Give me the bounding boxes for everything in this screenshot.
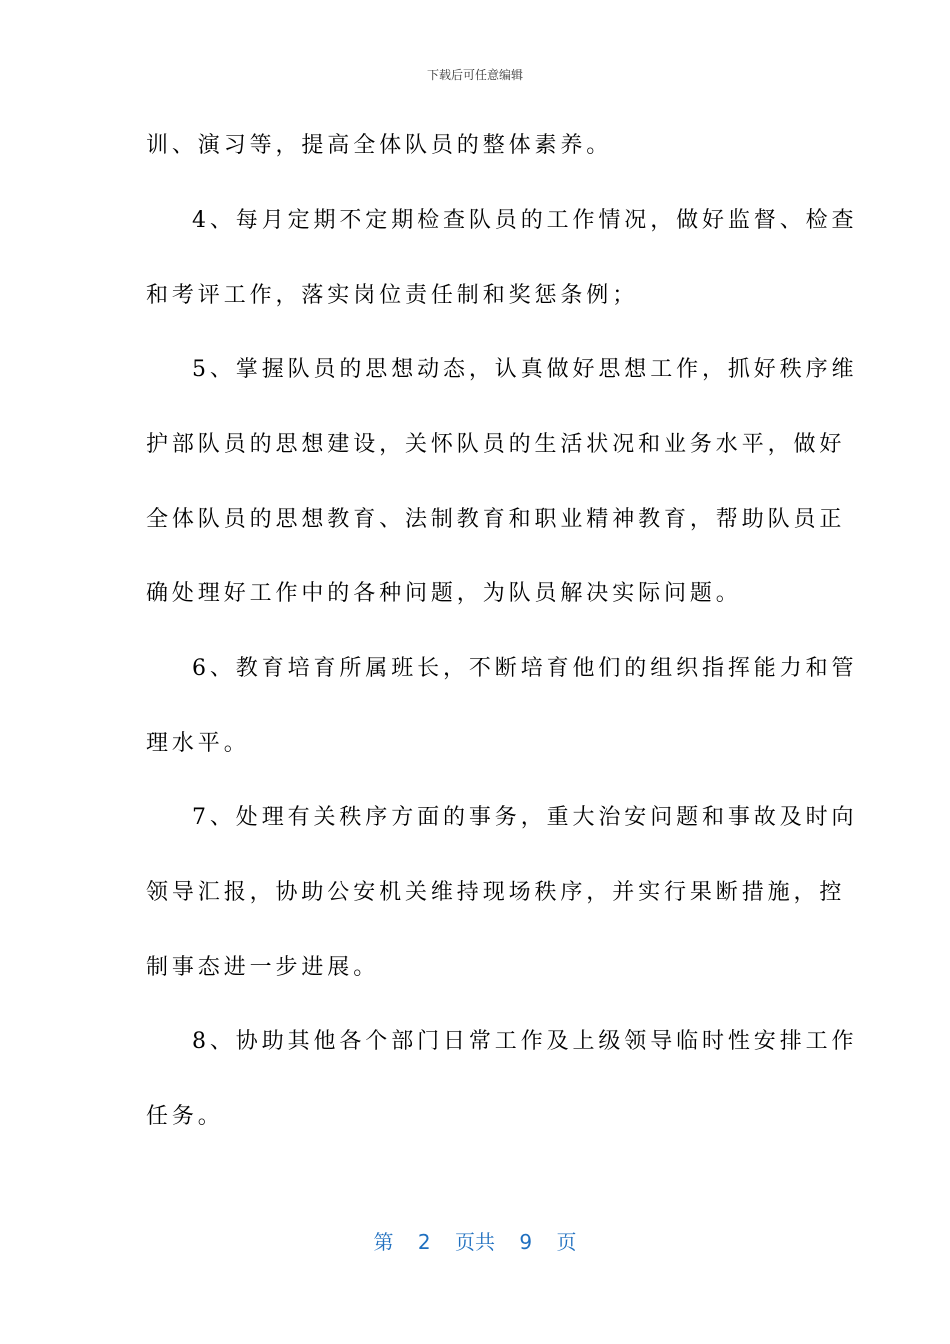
page-label-prefix: 第 — [373, 1230, 394, 1254]
body-line: 4、每月定期不定期检查队员的工作情况，做好监督、检查 — [192, 208, 858, 233]
body-line: 全体队员的思想教育、法制教育和职业精神教育，帮助队员正 — [146, 507, 846, 532]
current-page-number: 2 — [417, 1230, 431, 1254]
total-page-count: 9 — [519, 1230, 533, 1254]
body-line: 5、掌握队员的思想动态，认真做好思想工作，抓好秩序维 — [192, 357, 858, 382]
body-line: 护部队员的思想建设，关怀队员的生活状况和业务水平，做好 — [146, 432, 846, 457]
body-line: 领导汇报，协助公安机关维持现场秩序，并实行果断措施，控 — [146, 880, 846, 905]
page-header-note: 下载后可任意编辑 — [426, 68, 523, 82]
page-number-footer — [0, 1226, 950, 1255]
page-label-mid: 页共 — [455, 1230, 495, 1254]
body-line: 制事态进一步进展。 — [146, 955, 380, 980]
body-line: 6、教育培育所属班长，不断培育他们的组织指挥能力和管 — [192, 656, 858, 681]
body-line: 8、协助其他各个部门日常工作及上级领导临时性安排工作 — [192, 1029, 858, 1054]
body-line: 和考评工作，落实岗位责任制和奖惩条例； — [146, 283, 639, 308]
body-line: 7、处理有关秩序方面的事务，重大治安问题和事故及时向 — [192, 805, 858, 830]
body-line: 理水平。 — [146, 731, 250, 756]
body-line: 训、演习等，提高全体队员的整体素养。 — [146, 133, 613, 158]
body-line: 确处理好工作中的各种问题，为队员解决实际问题。 — [146, 581, 742, 606]
page-label-suffix: 页 — [556, 1230, 577, 1254]
body-line: 任务。 — [146, 1104, 224, 1129]
